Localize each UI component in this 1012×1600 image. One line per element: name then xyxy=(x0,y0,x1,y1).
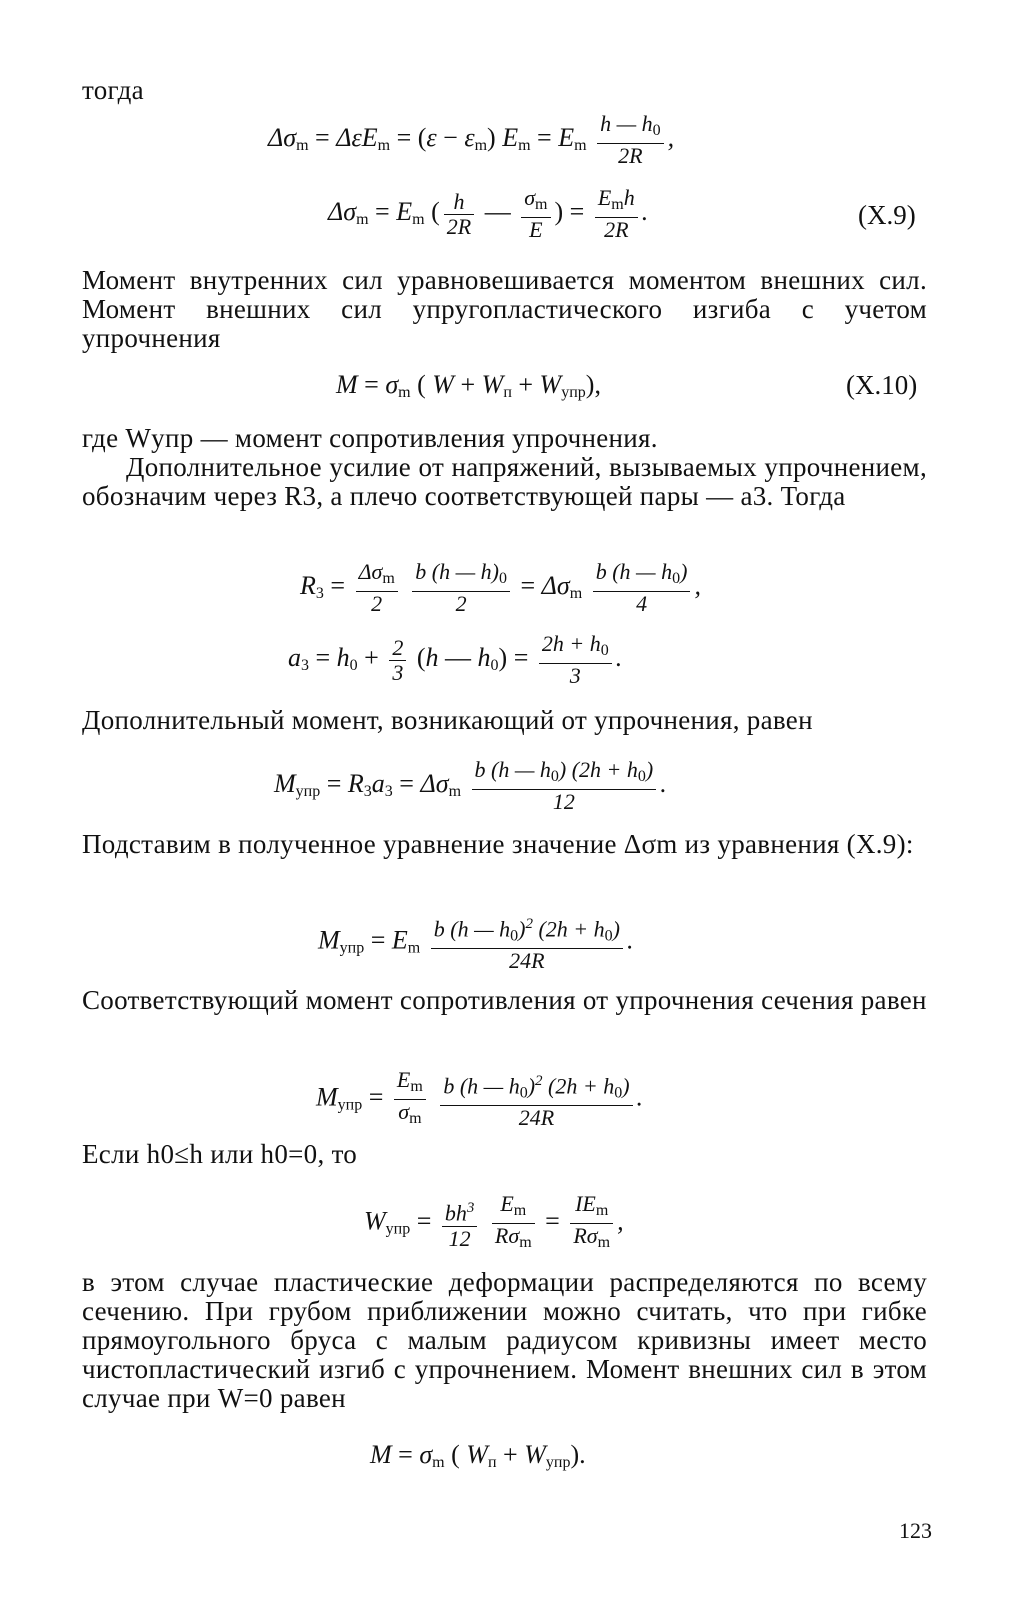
paragraph-sootvetstvuyushchiy: Соответствующий момент сопротивления от упрочнения сечения равен xyxy=(82,985,927,1015)
paragraph-togda: тогда xyxy=(82,75,144,105)
paragraph-v-etom-sluchae: в этом случае пластические деформации распределяются по всему сечению. При грубом приближении можно считать, что при гибке прямоугольного бруса с малым радиусом кривизны имеет место чистопластический изгиб с упрочнением. Момент внешних сил в этом случае при W=0 равен xyxy=(82,1267,927,1413)
equation-m-upr-1: $M_{упр} = R_3a_3 = \Delta\sigma_m$ $\frac{b (h — h_0) (2h + h_0)}{12}$ . xyxy=(274,757,667,814)
equation-w-upr: $W_{упр}$ = $\frac{bh^3}{12}$ $\frac{E_m}{R\sigma_m}$ = $\frac{IE_m}{R\sigma_m}$ , xyxy=(364,1191,624,1251)
page-number: 123 xyxy=(899,1518,932,1543)
equation-m-upr-2: $M_{упр} = E_m$ $\frac{b (h — h_0)^2 (2h + h_0)}{24R}$ . xyxy=(318,912,633,973)
equation-m-final: $M = \sigma_m$ ( $W_п + W_{упр}$). xyxy=(370,1440,586,1471)
paragraph-gde: где Wупр — момент сопротивления упрочнения. xyxy=(82,423,658,453)
paragraph-moment-vnutrennih: Момент внутренних сил уравновешивается моментом внешних сил. Момент внешних сил упругопластического изгиба с учетом упрочнения xyxy=(82,265,927,353)
paragraph-podstavim: Подставим в полученное уравнение значение Δσm из уравнения (X.9): xyxy=(82,829,914,859)
equation-delta-sigma-1: $\Delta\sigma_m = \Delta\varepsilon E_m = (\varepsilon - \varepsilon_m) E_m = E_m$ $\frac{h — h_0}{2R}$ , xyxy=(268,111,675,168)
equation-number-x10: (X.10) xyxy=(846,370,918,400)
equation-x9: $\Delta\sigma_m = E_m$ ( $\frac{h}{2R}$ — $\frac{\sigma_m}{E}$ ) = $\frac{E_mh}{2R}$ . xyxy=(328,185,649,242)
equation-a3: $a_3 = h_0$ + $\frac{2}{3}$ (h — $h_0$) = $\frac{2h + h_0}{3}$ . xyxy=(288,631,623,688)
equation-m-upr-3: $M_{упр}$ = $\frac{E_m}{\sigma_m}$ $\frac{b (h — h_0)^2 (2h + h_0)}{24R}$ . xyxy=(316,1067,644,1131)
equation-r3: $R_3$ = $\frac{\Delta\sigma_m}{2}$ $\frac{b (h — h)_0}{2}$ = $\Delta\sigma_m$ $\frac{b (h — h_0)}{4}$ , xyxy=(300,559,701,616)
paragraph-dop-moment: Дополнительный момент, возникающий от упрочнения, равен xyxy=(82,705,813,735)
equation-number-x9: (X.9) xyxy=(858,200,916,230)
equation-x10: $M = \sigma_m$ ( $W + W_п + W_{упр}$), xyxy=(336,370,601,401)
paragraph-esli: Если h0≤h или h0=0, то xyxy=(82,1139,358,1169)
paragraph-dop-usilie: Дополнительное усилие от напряжений, вызываемых упрочнением, обозначим через R3, а плечо соответствующей пары — a3. Тогда xyxy=(82,452,927,511)
